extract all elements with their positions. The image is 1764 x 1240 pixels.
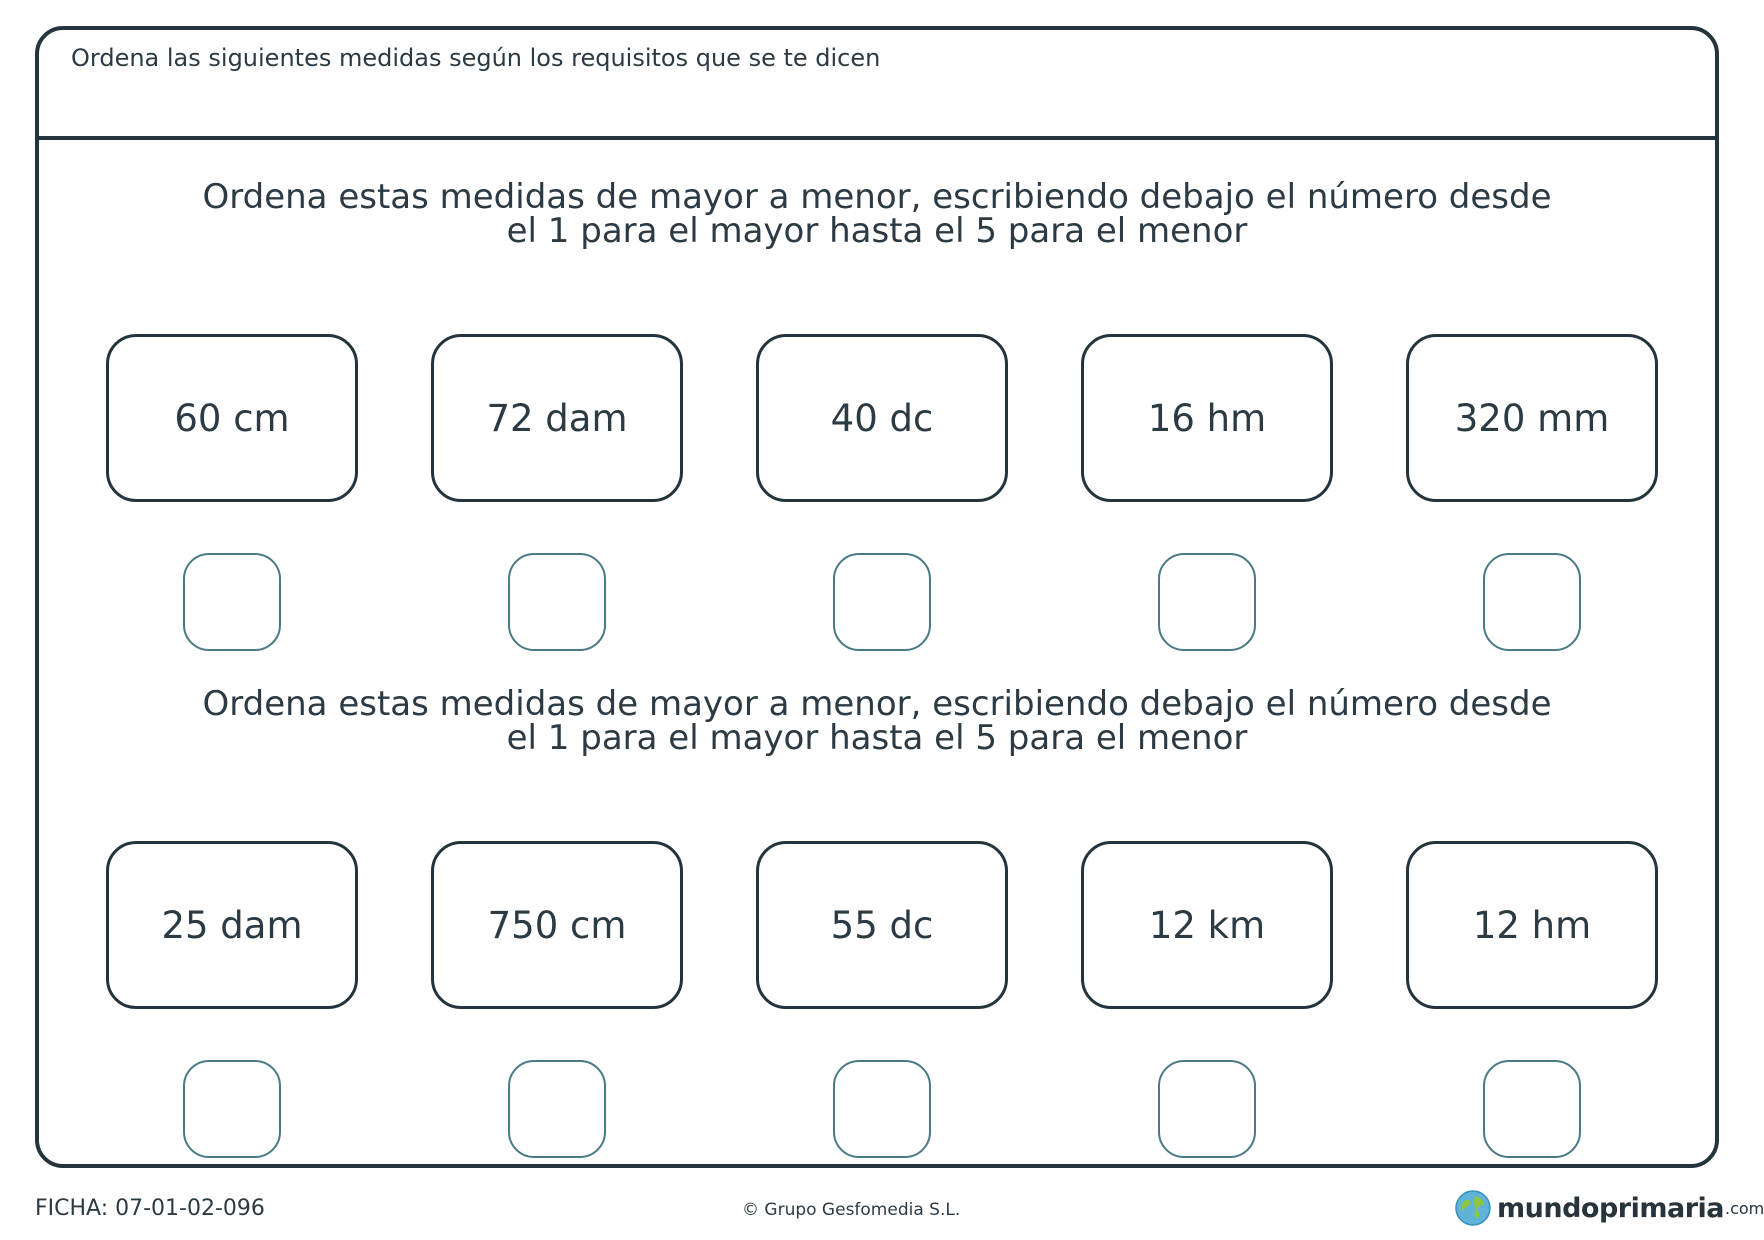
- answer-box[interactable]: [508, 553, 606, 651]
- answer-box[interactable]: [833, 1060, 931, 1158]
- measure-card: 750 cm: [431, 841, 683, 1009]
- prompt-line-1: Ordena estas medidas de mayor a menor, escribiendo debajo el número desde: [202, 684, 1552, 724]
- instruction-text: Ordena las siguientes medidas según los requisitos que se te dicen: [71, 44, 881, 72]
- prompt-line-2: el 1 para el mayor hasta el 5 para el menor: [506, 211, 1248, 251]
- measure-card: 25 dam: [106, 841, 358, 1009]
- measure-card: 12 km: [1081, 841, 1333, 1009]
- measure-card: 12 hm: [1406, 841, 1658, 1009]
- prompt-line-1: Ordena estas medidas de mayor a menor, escribiendo debajo el número desde: [202, 177, 1552, 217]
- instruction-header: [39, 30, 1715, 140]
- worksheet-code: FICHA: 07-01-02-096: [35, 1196, 265, 1221]
- exercise-prompt: [39, 684, 1715, 758]
- answer-box[interactable]: [1483, 1060, 1581, 1158]
- measure-card: 60 cm: [106, 334, 358, 502]
- answer-box[interactable]: [183, 1060, 281, 1158]
- brand-name: mundoprimaria: [1497, 1192, 1724, 1224]
- worksheet-frame: [35, 26, 1719, 1168]
- brand-domain: .com: [1725, 1198, 1764, 1218]
- answer-box[interactable]: [508, 1060, 606, 1158]
- answer-box[interactable]: [1158, 553, 1256, 651]
- measure-card: 16 hm: [1081, 334, 1333, 502]
- measure-card: 55 dc: [756, 841, 1008, 1009]
- globe-icon: [1455, 1190, 1491, 1226]
- measure-card: 72 dam: [431, 334, 683, 502]
- measure-card: 40 dc: [756, 334, 1008, 502]
- answer-box[interactable]: [1158, 1060, 1256, 1158]
- copyright-notice: © Grupo Gesfomedia S.L.: [742, 1200, 961, 1220]
- measure-card: 320 mm: [1406, 334, 1658, 502]
- brand-logo[interactable]: [1455, 1190, 1764, 1226]
- prompt-line-2: el 1 para el mayor hasta el 5 para el menor: [506, 718, 1248, 758]
- answer-box[interactable]: [183, 553, 281, 651]
- answer-box[interactable]: [1483, 553, 1581, 651]
- exercise-prompt: [39, 177, 1715, 251]
- answer-box[interactable]: [833, 553, 931, 651]
